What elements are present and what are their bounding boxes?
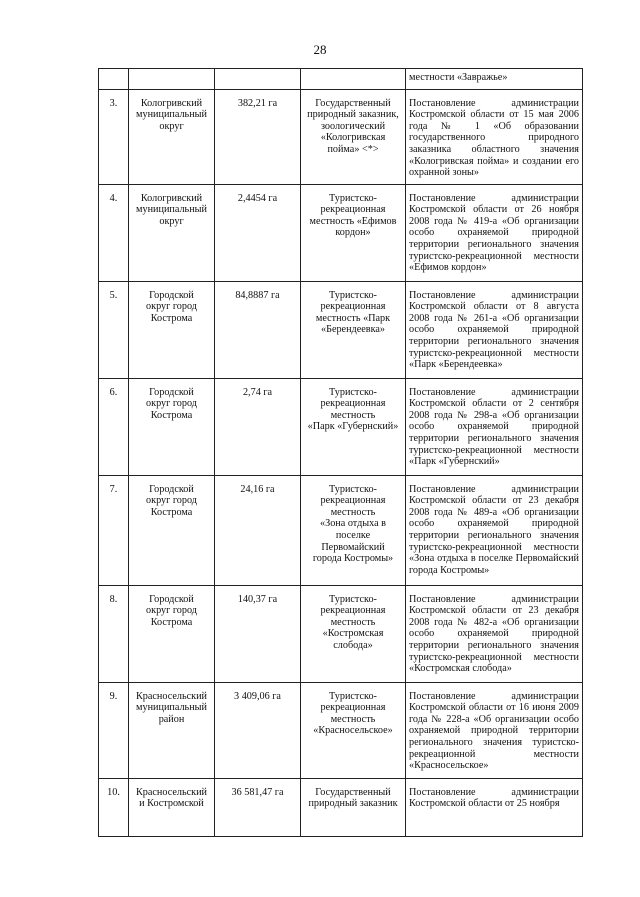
cell-district: Красносельский и Костромской — [129, 778, 215, 836]
table-row — [99, 89, 583, 184]
cell-basis: Постановление администрации Костромской области от 26 ноября 2008 года № 419-а «Об организации особо охраняемой природной территории регионального значения туристско-рекреационной местности «Ефимов кордон» — [406, 184, 583, 281]
cell-basis: Постановление администрации Костромской области от 23 декабря 2008 года № 482-а «Об организации особо охраняемой природной территории регионального значения туристско-рекреационной местности «Костромская слобода» — [406, 585, 583, 682]
cell-district: Кологривский муниципальный округ — [129, 184, 215, 281]
table-row — [99, 682, 583, 778]
cell-district: Кологривский муниципальный округ — [129, 89, 215, 184]
cell-basis: Постановление администрации Костромской области от 23 декабря 2008 года № 489-а «Об организации особо охраняемой природной территории регионального значения туристско-рекреационной местности «Зона отдыха в поселке Первомайский города Костромы» — [406, 475, 583, 585]
cell-category: Туристско- рекреационная местность «Ефимов кордон» — [301, 184, 406, 281]
cell-category: Туристско- рекреационная местность «Парк «Берендеевка» — [301, 281, 406, 378]
cell-num: 5. — [99, 281, 129, 378]
cell-district — [129, 69, 215, 90]
cell-num: 3. — [99, 89, 129, 184]
cell-num: 9. — [99, 682, 129, 778]
cell-district: Городской округ город Кострома — [129, 585, 215, 682]
cell-area: 382,21 га — [215, 89, 301, 184]
cell-category: Туристско- рекреационная местность «Парк «Губернский» — [301, 378, 406, 475]
cell-area: 36 581,47 га — [215, 778, 301, 836]
table-row — [99, 778, 583, 836]
table-row — [99, 281, 583, 378]
cell-category: Туристско- рекреационная местность «Зона отдыха в поселке Первомайский города Костромы» — [301, 475, 406, 585]
cell-area: 24,16 га — [215, 475, 301, 585]
protected-areas-table — [98, 68, 583, 837]
cell-basis: Постановление администрации Костромской области от 25 ноября — [406, 778, 583, 836]
cell-area: 2,74 га — [215, 378, 301, 475]
continuation-row — [99, 69, 583, 90]
cell-category: Государственный природный заказник — [301, 778, 406, 836]
cell-category: Государственный природный заказник, зоологический «Кологривская пойма» <*> — [301, 89, 406, 184]
cell-basis: Постановление администрации Костромской области от 2 сентября 2008 года № 298-а «Об организации особо охраняемой природной территории регионального значения туристско-рекреационной местности «Парк «Губернский» — [406, 378, 583, 475]
cell-district: Городской округ город Кострома — [129, 281, 215, 378]
cell-basis: Постановление администрации Костромской области от 8 августа 2008 года № 261-а «Об организации особо охраняемой природной территории регионального значения туристско-рекреационной местности «Парк «Берендеевка» — [406, 281, 583, 378]
cell-category: Туристско- рекреационная местность «Костромская слобода» — [301, 585, 406, 682]
cell-area: 2,4454 га — [215, 184, 301, 281]
cell-district: Городской округ город Кострома — [129, 378, 215, 475]
table-row — [99, 475, 583, 585]
cell-num: 6. — [99, 378, 129, 475]
cell-category — [301, 69, 406, 90]
cell-basis: Постановление администрации Костромской области от 16 июня 2009 года № 228-а «Об организации особо охраняемой природной территории регионального значения туристско-рекреационной местности «Красносельское» — [406, 682, 583, 778]
cell-num: 4. — [99, 184, 129, 281]
cell-basis-continuation: местности «Завражье» — [406, 69, 583, 90]
cell-area: 140,37 га — [215, 585, 301, 682]
table-row — [99, 378, 583, 475]
cell-num: 10. — [99, 778, 129, 836]
cell-area: 84,8887 га — [215, 281, 301, 378]
cell-num: 7. — [99, 475, 129, 585]
table-row — [99, 585, 583, 682]
cell-category: Туристско- рекреационная местность «Красносельское» — [301, 682, 406, 778]
page-number: 28 — [313, 42, 327, 57]
table-row — [99, 184, 583, 281]
cell-district: Городской округ город Кострома — [129, 475, 215, 585]
cell-district: Красносельский муниципальный район — [129, 682, 215, 778]
cell-area: 3 409,06 га — [215, 682, 301, 778]
cell-area — [215, 69, 301, 90]
cell-basis: Постановление администрации Костромской области от 15 мая 2006 года № 1 «Об образовании государственного природного заказника областного значения «Кологривская пойма» и создании его охранной зоны» — [406, 89, 583, 184]
cell-num — [99, 69, 129, 90]
cell-num: 8. — [99, 585, 129, 682]
